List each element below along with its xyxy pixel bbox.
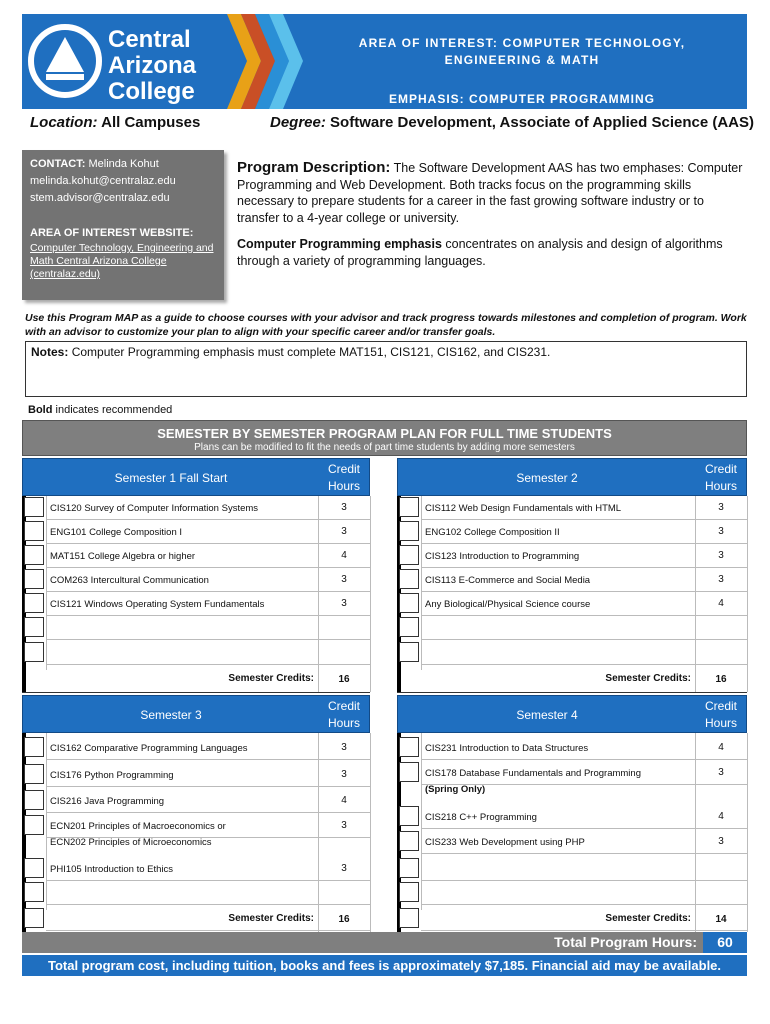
course-name: COM263 Intercultural Communication bbox=[50, 575, 209, 586]
logo-line-3: College bbox=[108, 78, 195, 105]
course-checkbox[interactable] bbox=[399, 882, 419, 902]
course-name: CIS112 Web Design Fundamentals with HTML bbox=[425, 503, 622, 514]
course-checkbox[interactable] bbox=[24, 908, 44, 928]
row-divider bbox=[46, 930, 370, 931]
guide-text: Use this Program MAP as a guide to choose courses with your advisor and track progress towards milestones and completion of program. Work with an advisor to customize your plan to align with your specific career and/or transfer goals. bbox=[25, 312, 747, 338]
row-divider bbox=[46, 904, 370, 905]
course-checkbox[interactable] bbox=[399, 642, 419, 662]
emphasis-bold: Computer Programming emphasis bbox=[237, 237, 442, 251]
area-of-interest-line2: ENGINEERING & MATH bbox=[444, 53, 600, 67]
bold-note-bold: Bold bbox=[28, 404, 53, 416]
course-name: CIS120 Survey of Computer Information Systems bbox=[50, 503, 259, 514]
course-name: CIS216 Java Programming bbox=[50, 796, 165, 807]
contact-email-2[interactable]: stem.advisor@centralaz.edu bbox=[30, 192, 170, 204]
course-name: PHI105 Introduction to Ethics bbox=[50, 864, 174, 875]
course-credits: 3 bbox=[341, 502, 347, 513]
row-divider bbox=[421, 519, 747, 520]
semester-label: Semester 1 Fall Start bbox=[114, 471, 228, 485]
credit-hours-header bbox=[696, 698, 746, 732]
row-divider bbox=[46, 543, 370, 544]
course-name: ENG102 College Composition II bbox=[425, 527, 560, 538]
course-checkbox[interactable] bbox=[24, 617, 44, 637]
course-name-line2: ECN202 Principles of Microeconomics bbox=[50, 837, 212, 848]
location bbox=[30, 114, 200, 131]
course-name: ECN201 Principles of Macroeconomics or bbox=[50, 821, 226, 832]
credit-label-line1: Credit bbox=[327, 699, 360, 713]
course-checkbox[interactable] bbox=[399, 737, 419, 757]
course-name-line2: (Spring Only) bbox=[425, 784, 486, 795]
course-credits: 4 bbox=[718, 598, 724, 609]
location-label: Location: bbox=[30, 114, 98, 131]
column-divider bbox=[46, 496, 47, 670]
row-divider bbox=[421, 904, 747, 905]
course-checkbox[interactable] bbox=[399, 593, 419, 613]
row-divider bbox=[46, 639, 370, 640]
degree-label: Degree: bbox=[270, 114, 326, 131]
course-name: CIS121 Windows Operating System Fundamentals bbox=[50, 599, 265, 610]
course-credits: 3 bbox=[341, 863, 347, 874]
semester-4-header bbox=[397, 695, 747, 733]
semester-credits-label: Semester Credits: bbox=[228, 673, 314, 684]
course-name: MAT151 College Algebra or higher bbox=[50, 551, 196, 562]
course-checkbox[interactable] bbox=[399, 908, 419, 928]
row-divider bbox=[421, 639, 747, 640]
row-divider bbox=[421, 853, 747, 854]
column-divider bbox=[370, 733, 371, 932]
logo-line-1: Central bbox=[108, 26, 191, 53]
course-credits: 3 bbox=[341, 769, 347, 780]
description-title: Program Description: bbox=[237, 159, 391, 176]
website-link[interactable]: Computer Technology, Engineering and Math Central Arizona College (centralaz.edu) bbox=[30, 242, 214, 280]
course-credits: 3 bbox=[341, 526, 347, 537]
course-checkbox[interactable] bbox=[399, 497, 419, 517]
row-divider bbox=[22, 692, 370, 693]
notes-text: Computer Programming emphasis must complete MAT151, CIS121, CIS162, and CIS231. bbox=[71, 345, 551, 359]
row-divider bbox=[397, 692, 747, 693]
contact-label: CONTACT: bbox=[30, 158, 86, 170]
row-divider bbox=[421, 930, 747, 931]
total-label: Total Program Hours: bbox=[554, 934, 697, 950]
semester-label: Semester 4 bbox=[516, 708, 578, 722]
semester-label: Semester 3 bbox=[140, 708, 202, 722]
credit-label-line2: Hours bbox=[327, 716, 360, 730]
row-divider bbox=[421, 615, 747, 616]
course-name: ENG101 College Composition I bbox=[50, 527, 183, 538]
row-divider bbox=[421, 543, 747, 544]
row-divider bbox=[421, 664, 747, 665]
plan-header bbox=[22, 420, 747, 456]
row-divider bbox=[421, 567, 747, 568]
course-name: CIS231 Introduction to Data Structures bbox=[425, 743, 589, 754]
course-credits: 3 bbox=[341, 820, 347, 831]
credit-label-line1: Credit bbox=[704, 462, 737, 476]
row-divider bbox=[46, 880, 370, 881]
credit-hours-header bbox=[696, 461, 746, 495]
course-checkbox[interactable] bbox=[24, 497, 44, 517]
course-checkbox[interactable] bbox=[24, 790, 44, 810]
course-checkbox[interactable] bbox=[24, 737, 44, 757]
course-name: CIS218 C++ Programming bbox=[425, 812, 537, 823]
row-divider bbox=[421, 828, 747, 829]
column-divider bbox=[747, 496, 748, 692]
course-checkbox[interactable] bbox=[399, 831, 419, 851]
column-divider bbox=[318, 496, 319, 692]
notes-label: Notes: bbox=[31, 345, 69, 359]
course-checkbox[interactable] bbox=[24, 815, 44, 835]
course-credits: 3 bbox=[718, 550, 724, 561]
credit-hours-header bbox=[319, 698, 369, 732]
emphasis-text: concentrates on analysis and design of algorithms through a variety of programming languages. bbox=[237, 237, 723, 268]
column-divider bbox=[421, 496, 422, 670]
contact-name: Melinda Kohut bbox=[88, 158, 159, 170]
degree bbox=[270, 114, 754, 131]
semester-3-header bbox=[22, 695, 370, 733]
course-checkbox[interactable] bbox=[24, 642, 44, 662]
semester-credits-total: 14 bbox=[715, 914, 727, 925]
column-divider bbox=[318, 733, 319, 932]
row-divider bbox=[421, 880, 747, 881]
course-credits: 4 bbox=[718, 811, 724, 822]
course-name: CIS178 Database Fundamentals and Programming bbox=[425, 768, 641, 779]
contact-email-1[interactable]: melinda.kohut@centralaz.edu bbox=[30, 175, 176, 187]
course-name: Any Biological/Physical Science course bbox=[425, 599, 591, 610]
notes-box bbox=[25, 341, 747, 397]
bold-note-rest: indicates recommended bbox=[55, 404, 173, 416]
logo-line-2: Arizona bbox=[108, 52, 197, 79]
course-name: CIS123 Introduction to Programming bbox=[425, 551, 580, 562]
semester-credits-label: Semester Credits: bbox=[605, 673, 691, 684]
course-checkbox[interactable] bbox=[24, 858, 44, 878]
credit-label-line2: Hours bbox=[704, 716, 737, 730]
semester-credits-total: 16 bbox=[338, 674, 350, 685]
row-divider bbox=[46, 519, 370, 520]
semester-credits-total: 16 bbox=[338, 914, 350, 925]
course-name: CIS113 E-Commerce and Social Media bbox=[425, 575, 591, 586]
credit-hours-header bbox=[319, 461, 369, 495]
plan-title: SEMESTER BY SEMESTER PROGRAM PLAN FOR FULL TIME STUDENTS bbox=[157, 426, 612, 441]
course-credits: 3 bbox=[341, 742, 347, 753]
column-divider bbox=[695, 496, 696, 692]
course-name: CIS233 Web Development using PHP bbox=[425, 837, 585, 848]
course-checkbox[interactable] bbox=[399, 617, 419, 637]
row-divider bbox=[46, 591, 370, 592]
semester-credits-total: 16 bbox=[715, 674, 727, 685]
website-label: AREA OF INTEREST WEBSITE: bbox=[30, 227, 194, 239]
cost-bar: Total program cost, including tuition, books and fees is approximately $7,185. Financial aid may be available. bbox=[22, 955, 747, 976]
row-divider bbox=[46, 664, 370, 665]
row-divider bbox=[46, 615, 370, 616]
course-checkbox[interactable] bbox=[399, 806, 419, 826]
course-credits: 3 bbox=[718, 502, 724, 513]
course-checkbox[interactable] bbox=[399, 569, 419, 589]
emphasis-title: EMPHASIS: COMPUTER PROGRAMMING bbox=[388, 92, 655, 106]
contact-box bbox=[22, 150, 224, 300]
area-of-interest-line1: AREA OF INTEREST: COMPUTER TECHNOLOGY, bbox=[358, 36, 686, 50]
column-divider bbox=[747, 733, 748, 932]
credit-label-line1: Credit bbox=[327, 462, 360, 476]
semester-1-header bbox=[22, 458, 370, 496]
credit-label-line2: Hours bbox=[327, 479, 360, 493]
course-checkbox[interactable] bbox=[399, 762, 419, 782]
location-value: All Campuses bbox=[101, 114, 201, 131]
row-divider bbox=[46, 812, 370, 813]
credit-label-line1: Credit bbox=[704, 699, 737, 713]
row-divider bbox=[421, 759, 747, 760]
course-credits: 3 bbox=[341, 598, 347, 609]
semester-label: Semester 2 bbox=[516, 471, 578, 485]
row-divider bbox=[46, 759, 370, 760]
row-divider bbox=[46, 567, 370, 568]
course-name: CIS162 Comparative Programming Languages bbox=[50, 743, 248, 754]
row-divider bbox=[46, 786, 370, 787]
course-credits: 4 bbox=[341, 795, 347, 806]
course-credits: 4 bbox=[341, 550, 347, 561]
logo-emblem-icon bbox=[26, 22, 104, 100]
course-credits: 3 bbox=[718, 526, 724, 537]
total-value: 60 bbox=[703, 932, 747, 953]
course-checkbox[interactable] bbox=[399, 858, 419, 878]
course-credits: 3 bbox=[718, 767, 724, 778]
course-name: CIS176 Python Programming bbox=[50, 770, 174, 781]
credit-label-line2: Hours bbox=[704, 479, 737, 493]
college-logo bbox=[22, 14, 237, 109]
course-credits: 4 bbox=[718, 742, 724, 753]
course-checkbox[interactable] bbox=[24, 569, 44, 589]
description-text: The Software Development AAS has two emphases: Computer Programming and Web Development. Both tracks focus on the programming skills necessary to prepare students for a career in the fast growing software industry or to transfer to a 4-year college or university. bbox=[237, 161, 743, 225]
course-checkbox[interactable] bbox=[24, 521, 44, 541]
course-checkbox[interactable] bbox=[24, 545, 44, 565]
column-divider bbox=[695, 733, 696, 932]
row-divider bbox=[421, 591, 747, 592]
chevron-decoration-icon bbox=[227, 14, 307, 109]
course-checkbox[interactable] bbox=[24, 882, 44, 902]
semester-credits-label: Semester Credits: bbox=[605, 913, 691, 924]
plan-subtitle: Plans can be modified to fit the needs of part time students by adding more semesters bbox=[194, 442, 575, 453]
course-credits: 3 bbox=[341, 574, 347, 585]
header-banner bbox=[22, 14, 747, 109]
course-checkbox[interactable] bbox=[24, 764, 44, 784]
degree-value: Software Development, Associate of Applied Science (AAS) bbox=[330, 114, 755, 131]
total-hours-bar bbox=[22, 932, 747, 953]
course-credits: 3 bbox=[718, 836, 724, 847]
semester-credits-label: Semester Credits: bbox=[228, 913, 314, 924]
course-checkbox[interactable] bbox=[24, 593, 44, 613]
semester-2-header bbox=[397, 458, 747, 496]
bold-note bbox=[28, 404, 172, 416]
course-checkbox[interactable] bbox=[399, 545, 419, 565]
course-credits: 3 bbox=[718, 574, 724, 585]
program-description bbox=[237, 160, 747, 269]
column-divider bbox=[370, 496, 371, 692]
course-checkbox[interactable] bbox=[399, 521, 419, 541]
